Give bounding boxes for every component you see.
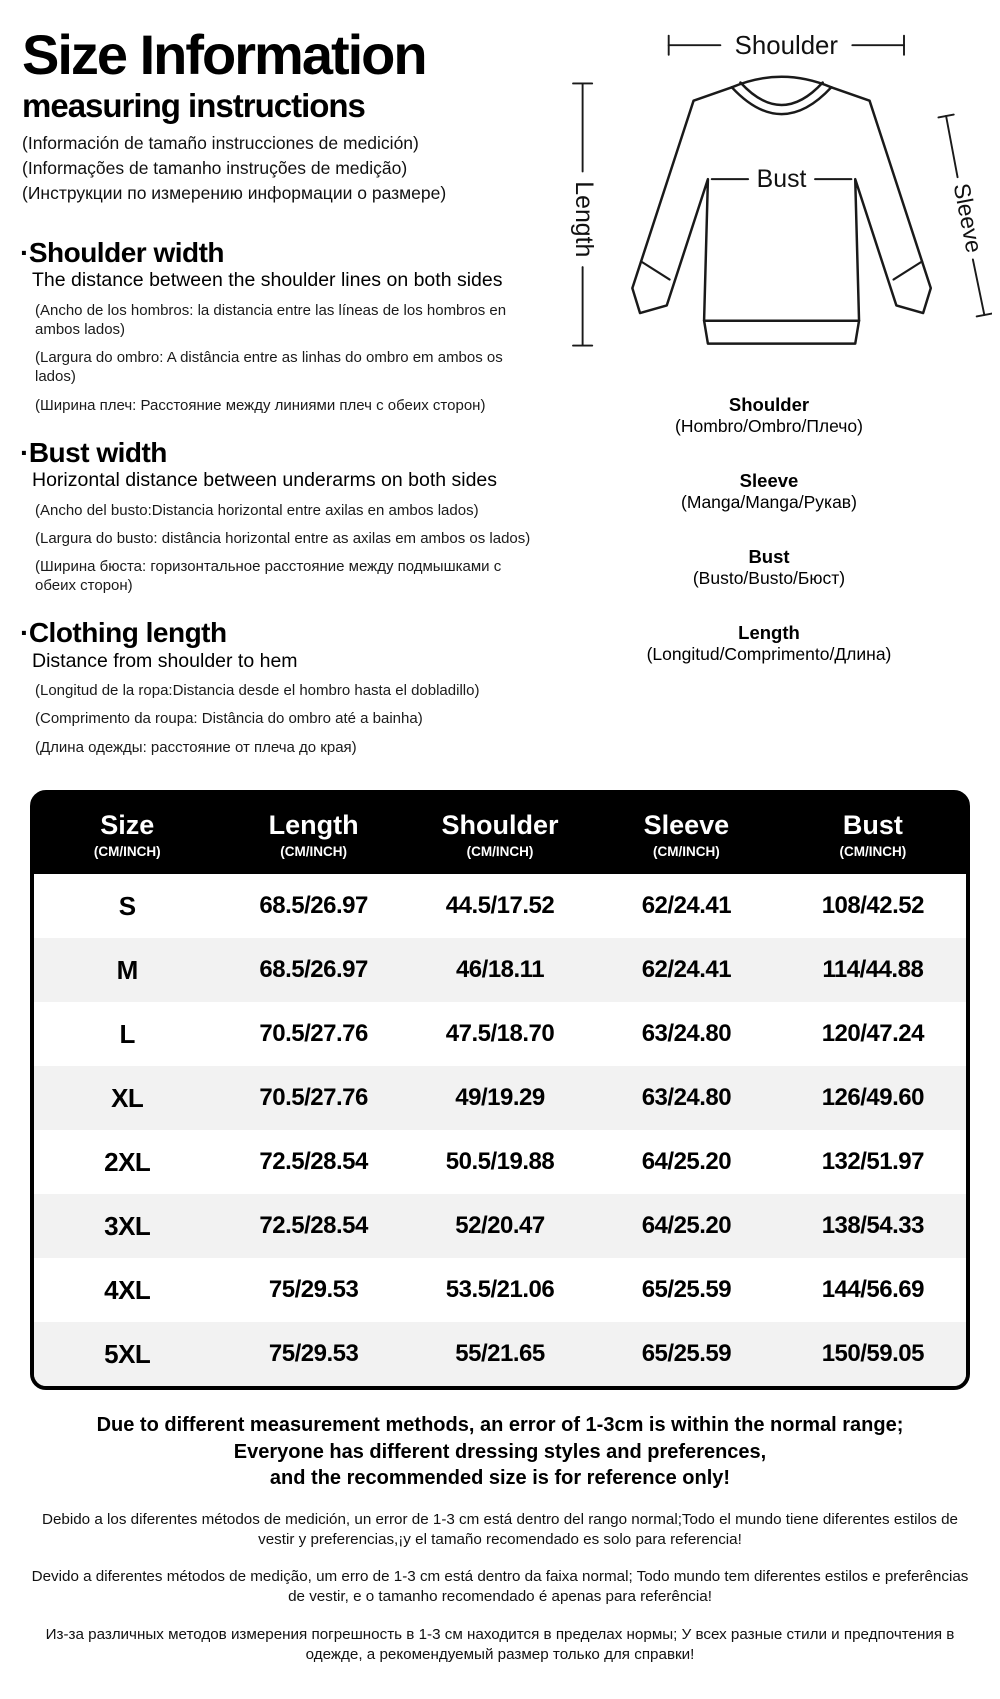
size-cell: 5XL xyxy=(104,1338,151,1369)
section-title: ·Bust width xyxy=(20,436,167,468)
column-header-size xyxy=(34,810,220,859)
section-note-ru: (Ширина бюста: горизонтальное расстояние между подмышками с обеих сторон) xyxy=(35,557,502,595)
size-cell: M xyxy=(116,954,138,985)
section-description: The distance between the shoulder lines on both sides xyxy=(32,269,503,292)
disclaimer-ru: Из-за различных методов измерения погрешность в 1-3 см находится в пределах нормы; У всех разные стили и предпочтения в одежде, а рекомендуемый размер только для справки! xyxy=(45,1625,955,1663)
column-label: Shoulder xyxy=(441,809,559,840)
legend-item-bust xyxy=(545,546,993,590)
size-cell: 4XL xyxy=(104,1274,151,1305)
sweater-diagram-svg xyxy=(552,28,992,358)
section-description: Horizontal distance between underarms on both sides xyxy=(32,469,498,492)
sleeve-cell: 62/24.41 xyxy=(641,892,732,919)
length-cell: 68.5/26.97 xyxy=(259,892,368,919)
length-cell: 75/29.53 xyxy=(268,1340,359,1367)
section-bust-width xyxy=(20,438,542,596)
legend-name: Sleeve xyxy=(739,470,799,492)
legend-name: Length xyxy=(738,622,800,644)
bust-cell: 114/44.88 xyxy=(822,956,924,983)
title-block xyxy=(22,23,552,205)
bust-cell: 108/42.52 xyxy=(821,892,924,919)
sweater-measurement-diagram xyxy=(552,28,992,360)
table-row xyxy=(34,874,966,938)
section-description: Distance from shoulder to hem xyxy=(32,649,298,672)
section-shoulder-width xyxy=(20,238,542,415)
title-translation-ru: (Инструкции по измерению информации о размере) xyxy=(22,182,447,203)
size-table-body xyxy=(34,874,966,1386)
shoulder-cell: 47.5/18.70 xyxy=(445,1020,555,1047)
legend-name: Shoulder xyxy=(728,394,810,415)
column-label: Bust xyxy=(842,809,903,840)
page-title: Size Information xyxy=(22,23,426,86)
column-label: Size xyxy=(100,809,155,840)
shoulder-cell: 55/21.65 xyxy=(455,1340,545,1367)
diagram-length-label: Length xyxy=(570,181,599,258)
size-cell: XL xyxy=(111,1082,144,1113)
sleeve-cell: 63/24.80 xyxy=(641,1020,732,1047)
sleeve-cell: 63/24.80 xyxy=(641,1084,732,1111)
title-translations xyxy=(22,132,552,205)
diagram-legend xyxy=(545,394,993,698)
section-note-pt: (Comprimento da roupa: Distância do ombro até a bainha) xyxy=(35,710,423,728)
sleeve-cell: 65/25.59 xyxy=(641,1276,732,1303)
column-unit: (CM/INCH) xyxy=(839,843,907,859)
column-unit: (CM/INCH) xyxy=(93,843,161,859)
size-table-header xyxy=(34,794,966,874)
legend-translation: (Manga/Manga/Рукав) xyxy=(681,492,857,513)
table-row xyxy=(34,1130,966,1194)
section-note-ru: (Длина одежды: расстояние от плеча до края) xyxy=(35,738,357,756)
column-header-bust xyxy=(780,810,966,859)
column-unit: (CM/INCH) xyxy=(653,843,720,859)
section-note-pt: (Largura do ombro: A distância entre as linhas do ombro em ambos os lados) xyxy=(35,349,503,386)
legend-item-shoulder xyxy=(545,394,993,438)
section-note-ru: (Ширина плеч: Расстояние между линиями плеч с обеих сторон) xyxy=(35,396,486,414)
section-title: ·Shoulder width xyxy=(20,237,225,268)
shoulder-cell: 50.5/19.88 xyxy=(445,1148,555,1175)
shoulder-cell: 52/20.47 xyxy=(455,1212,545,1239)
column-label: Length xyxy=(268,809,359,840)
section-note-pt: (Largura do busto: distância horizontal entre as axilas em ambos os lados) xyxy=(35,529,531,547)
diagram-labels xyxy=(570,32,987,258)
title-translation-pt: (Informações de tamanho instruções de medição) xyxy=(22,157,408,178)
table-row xyxy=(34,938,966,1002)
legend-name: Bust xyxy=(748,546,790,568)
legend-translation: (Longitud/Comprimento/Длина) xyxy=(646,644,892,665)
length-cell: 75/29.53 xyxy=(268,1276,359,1303)
size-cell: S xyxy=(118,890,136,921)
diagram-bust-label: Bust xyxy=(756,164,807,193)
measuring-sections xyxy=(20,238,542,780)
shoulder-cell: 53.5/21.06 xyxy=(445,1276,555,1303)
table-row xyxy=(34,1194,966,1258)
legend-item-length xyxy=(545,622,993,666)
size-cell: 3XL xyxy=(104,1210,151,1241)
sleeve-cell: 64/25.20 xyxy=(641,1148,732,1175)
length-cell: 70.5/27.76 xyxy=(259,1020,368,1047)
bust-cell: 126/49.60 xyxy=(821,1084,924,1111)
sleeve-cell: 65/25.59 xyxy=(641,1340,732,1367)
shoulder-cell: 46/18.11 xyxy=(455,956,545,983)
bust-cell: 138/54.33 xyxy=(821,1212,924,1239)
column-label: Sleeve xyxy=(643,809,730,840)
section-note-es: (Ancho del busto:Distancia horizontal entre axilas en ambos lados) xyxy=(35,501,479,519)
disclaimer-pt: Devido a diferentes métodos de medição, um erro de 1-3 cm está dentro da faixa normal; Todo mundo tem diferentes estilos e preferências de vestir, e o tamanho recomendado é apenas para referência! xyxy=(31,1568,969,1606)
legend-translation: (Busto/Busto/Бюст) xyxy=(692,568,846,589)
disclaimer-en xyxy=(30,1412,970,1492)
bust-cell: 150/59.05 xyxy=(821,1340,924,1367)
column-unit: (CM/INCH) xyxy=(466,843,534,859)
section-clothing-length xyxy=(20,618,542,756)
disclaimer-en-line2: Everyone has different dressing styles and preferences, xyxy=(233,1440,767,1463)
size-cell: 2XL xyxy=(104,1146,151,1177)
page-subtitle: measuring instructions xyxy=(22,87,365,125)
table-row xyxy=(34,1002,966,1066)
title-translation-es: (Información de tamaño instrucciones de medición) xyxy=(22,132,419,153)
table-row xyxy=(34,1322,966,1386)
bust-cell: 144/56.69 xyxy=(821,1276,924,1303)
size-table xyxy=(30,790,970,1390)
sweater-outline xyxy=(632,77,930,344)
column-unit: (CM/INCH) xyxy=(280,843,347,859)
shoulder-cell: 44.5/17.52 xyxy=(445,892,555,919)
section-title: ·Clothing length xyxy=(20,617,227,649)
shoulder-cell: 49/19.29 xyxy=(455,1084,545,1111)
length-cell: 72.5/28.54 xyxy=(259,1212,368,1239)
column-header-shoulder xyxy=(407,810,593,859)
sleeve-cell: 64/25.20 xyxy=(641,1212,732,1239)
table-row xyxy=(34,1066,966,1130)
legend-item-sleeve xyxy=(545,470,993,514)
bust-cell: 120/47.24 xyxy=(821,1020,924,1047)
diagram-sleeve-label: Sleeve xyxy=(948,181,988,255)
bust-cell: 132/51.97 xyxy=(821,1148,924,1175)
sleeve-cell: 62/24.41 xyxy=(641,956,732,983)
section-note-es: (Ancho de los hombros: la distancia entre las líneas de los hombros en ambos lados) xyxy=(35,301,507,338)
diagram-shoulder-label: Shoulder xyxy=(734,31,839,60)
length-cell: 68.5/26.97 xyxy=(259,956,368,983)
disclaimer-en-line1: Due to different measurement methods, an error of 1-3cm is within the normal range; xyxy=(96,1414,904,1436)
footer-disclaimer xyxy=(30,1412,970,1664)
length-cell: 72.5/28.54 xyxy=(259,1148,368,1175)
legend-translation: (Hombro/Ombro/Плечо) xyxy=(675,416,863,437)
column-header-length xyxy=(220,810,406,859)
size-cell: L xyxy=(119,1018,135,1049)
column-header-sleeve xyxy=(593,810,779,859)
section-note-es: (Longitud de la ropa:Distancia desde el hombro hasta el dobladillo) xyxy=(35,682,480,700)
disclaimer-en-line3: and the recommended size is for reference only! xyxy=(269,1467,731,1490)
disclaimer-es: Debido a los diferentes métodos de medición, un error de 1-3 cm está dentro del rango normal;Todo el mundo tiene diferentes estilos de vestir y preferencias,¡y el tamaño recomendado es solo para referencia! xyxy=(42,1510,958,1548)
table-row xyxy=(34,1258,966,1322)
length-cell: 70.5/27.76 xyxy=(259,1084,368,1111)
